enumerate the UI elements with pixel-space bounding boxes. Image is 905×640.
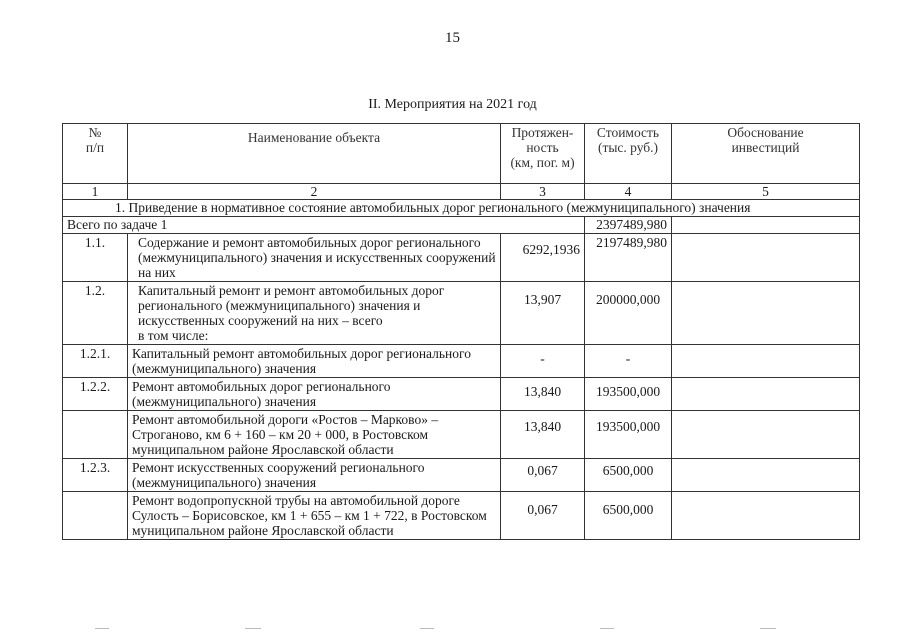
table-row xyxy=(63,411,860,459)
total-basis xyxy=(672,217,860,234)
column-number: 2 xyxy=(128,184,501,200)
column-number: 1 xyxy=(63,184,128,200)
row-num xyxy=(63,492,128,540)
header-length: Протяжен- ность (км, пог. м) xyxy=(501,124,585,184)
row-cost: 193500,000 xyxy=(585,411,672,459)
row-name: Капитальный ремонт автомобильных дорог регионального (межмуниципального) значения xyxy=(128,345,501,378)
task-heading-row xyxy=(63,200,860,217)
total-row xyxy=(63,217,860,234)
scan-artifact-dot xyxy=(760,628,776,629)
column-number: 5 xyxy=(672,184,860,200)
header-cost: Стоимость (тыс. руб.) xyxy=(585,124,672,184)
header-num: № п/п xyxy=(63,124,128,184)
total-cost: 2397489,980 xyxy=(585,217,672,234)
table-header-row xyxy=(63,124,860,184)
scan-artifact-dot xyxy=(245,628,261,629)
table-row xyxy=(63,282,860,345)
row-name: Ремонт автомобильной дороги «Ростов – Марково» – Строганово, км 6 + 160 – км 20 + 000, в Ростовском муниципальном районе Ярославской области xyxy=(128,411,501,459)
row-basis xyxy=(672,411,860,459)
row-num: 1.2.1. xyxy=(63,345,128,378)
row-name: Ремонт водопропускной трубы на автомобильной дороге Сулость – Борисовское, км 1 + 655 – км 1 + 722, в Ростовском муниципальном районе Ярославской области xyxy=(128,492,501,540)
row-cost: - xyxy=(585,345,672,378)
task-heading: 1. Приведение в нормативное состояние автомобильных дорог регионального (межмуниципального) значения xyxy=(63,200,860,217)
row-length: 6292,1936 xyxy=(501,234,585,282)
table-row xyxy=(63,234,860,282)
row-name: Капитальный ремонт и ремонт автомобильных дорог регионального (межмуниципального) значения и искусственных сооружений на них – всего в том числе: xyxy=(128,282,501,345)
page-number: 15 xyxy=(445,30,460,46)
row-num: 1.2.3. xyxy=(63,459,128,492)
table-row xyxy=(63,492,860,540)
row-cost: 6500,000 xyxy=(585,459,672,492)
row-cost: 193500,000 xyxy=(585,378,672,411)
total-label: Всего по задаче 1 xyxy=(63,217,585,234)
row-basis xyxy=(672,282,860,345)
row-length: 0,067 xyxy=(501,492,585,540)
row-length: 0,067 xyxy=(501,459,585,492)
column-number: 4 xyxy=(585,184,672,200)
investment-table xyxy=(62,123,860,540)
header-name: Наименование объекта xyxy=(128,124,501,184)
row-basis xyxy=(672,492,860,540)
scan-artifact-dot xyxy=(420,628,434,629)
row-basis xyxy=(672,345,860,378)
row-num xyxy=(63,411,128,459)
column-number: 3 xyxy=(501,184,585,200)
row-num: 1.2.2. xyxy=(63,378,128,411)
row-basis xyxy=(672,234,860,282)
row-cost: 2197489,980 xyxy=(585,234,672,282)
row-length: 13,840 xyxy=(501,378,585,411)
table-row xyxy=(63,378,860,411)
row-length: 13,840 xyxy=(501,411,585,459)
row-num: 1.2. xyxy=(63,282,128,345)
header-basis: Обоснование инвестиций xyxy=(672,124,860,184)
row-cost: 6500,000 xyxy=(585,492,672,540)
scan-artifact-dot xyxy=(600,628,614,629)
row-name: Ремонт автомобильных дорог регионального (межмуниципального) значения xyxy=(128,378,501,411)
scan-artifact xyxy=(0,628,905,634)
row-basis xyxy=(672,378,860,411)
table-row xyxy=(63,345,860,378)
section-title: II. Мероприятия на 2021 год xyxy=(368,97,537,112)
row-num: 1.1. xyxy=(63,234,128,282)
row-length: - xyxy=(501,345,585,378)
column-number-row xyxy=(63,184,860,200)
row-length: 13,907 xyxy=(501,282,585,345)
row-basis xyxy=(672,459,860,492)
row-name: Содержание и ремонт автомобильных дорог регионального (межмуниципального) значения и искусственных сооружений на них xyxy=(128,234,501,282)
row-cost: 200000,000 xyxy=(585,282,672,345)
scan-artifact-dot xyxy=(95,628,109,629)
row-name: Ремонт искусственных сооружений регионального (межмуниципального) значения xyxy=(128,459,501,492)
table-row xyxy=(63,459,860,492)
